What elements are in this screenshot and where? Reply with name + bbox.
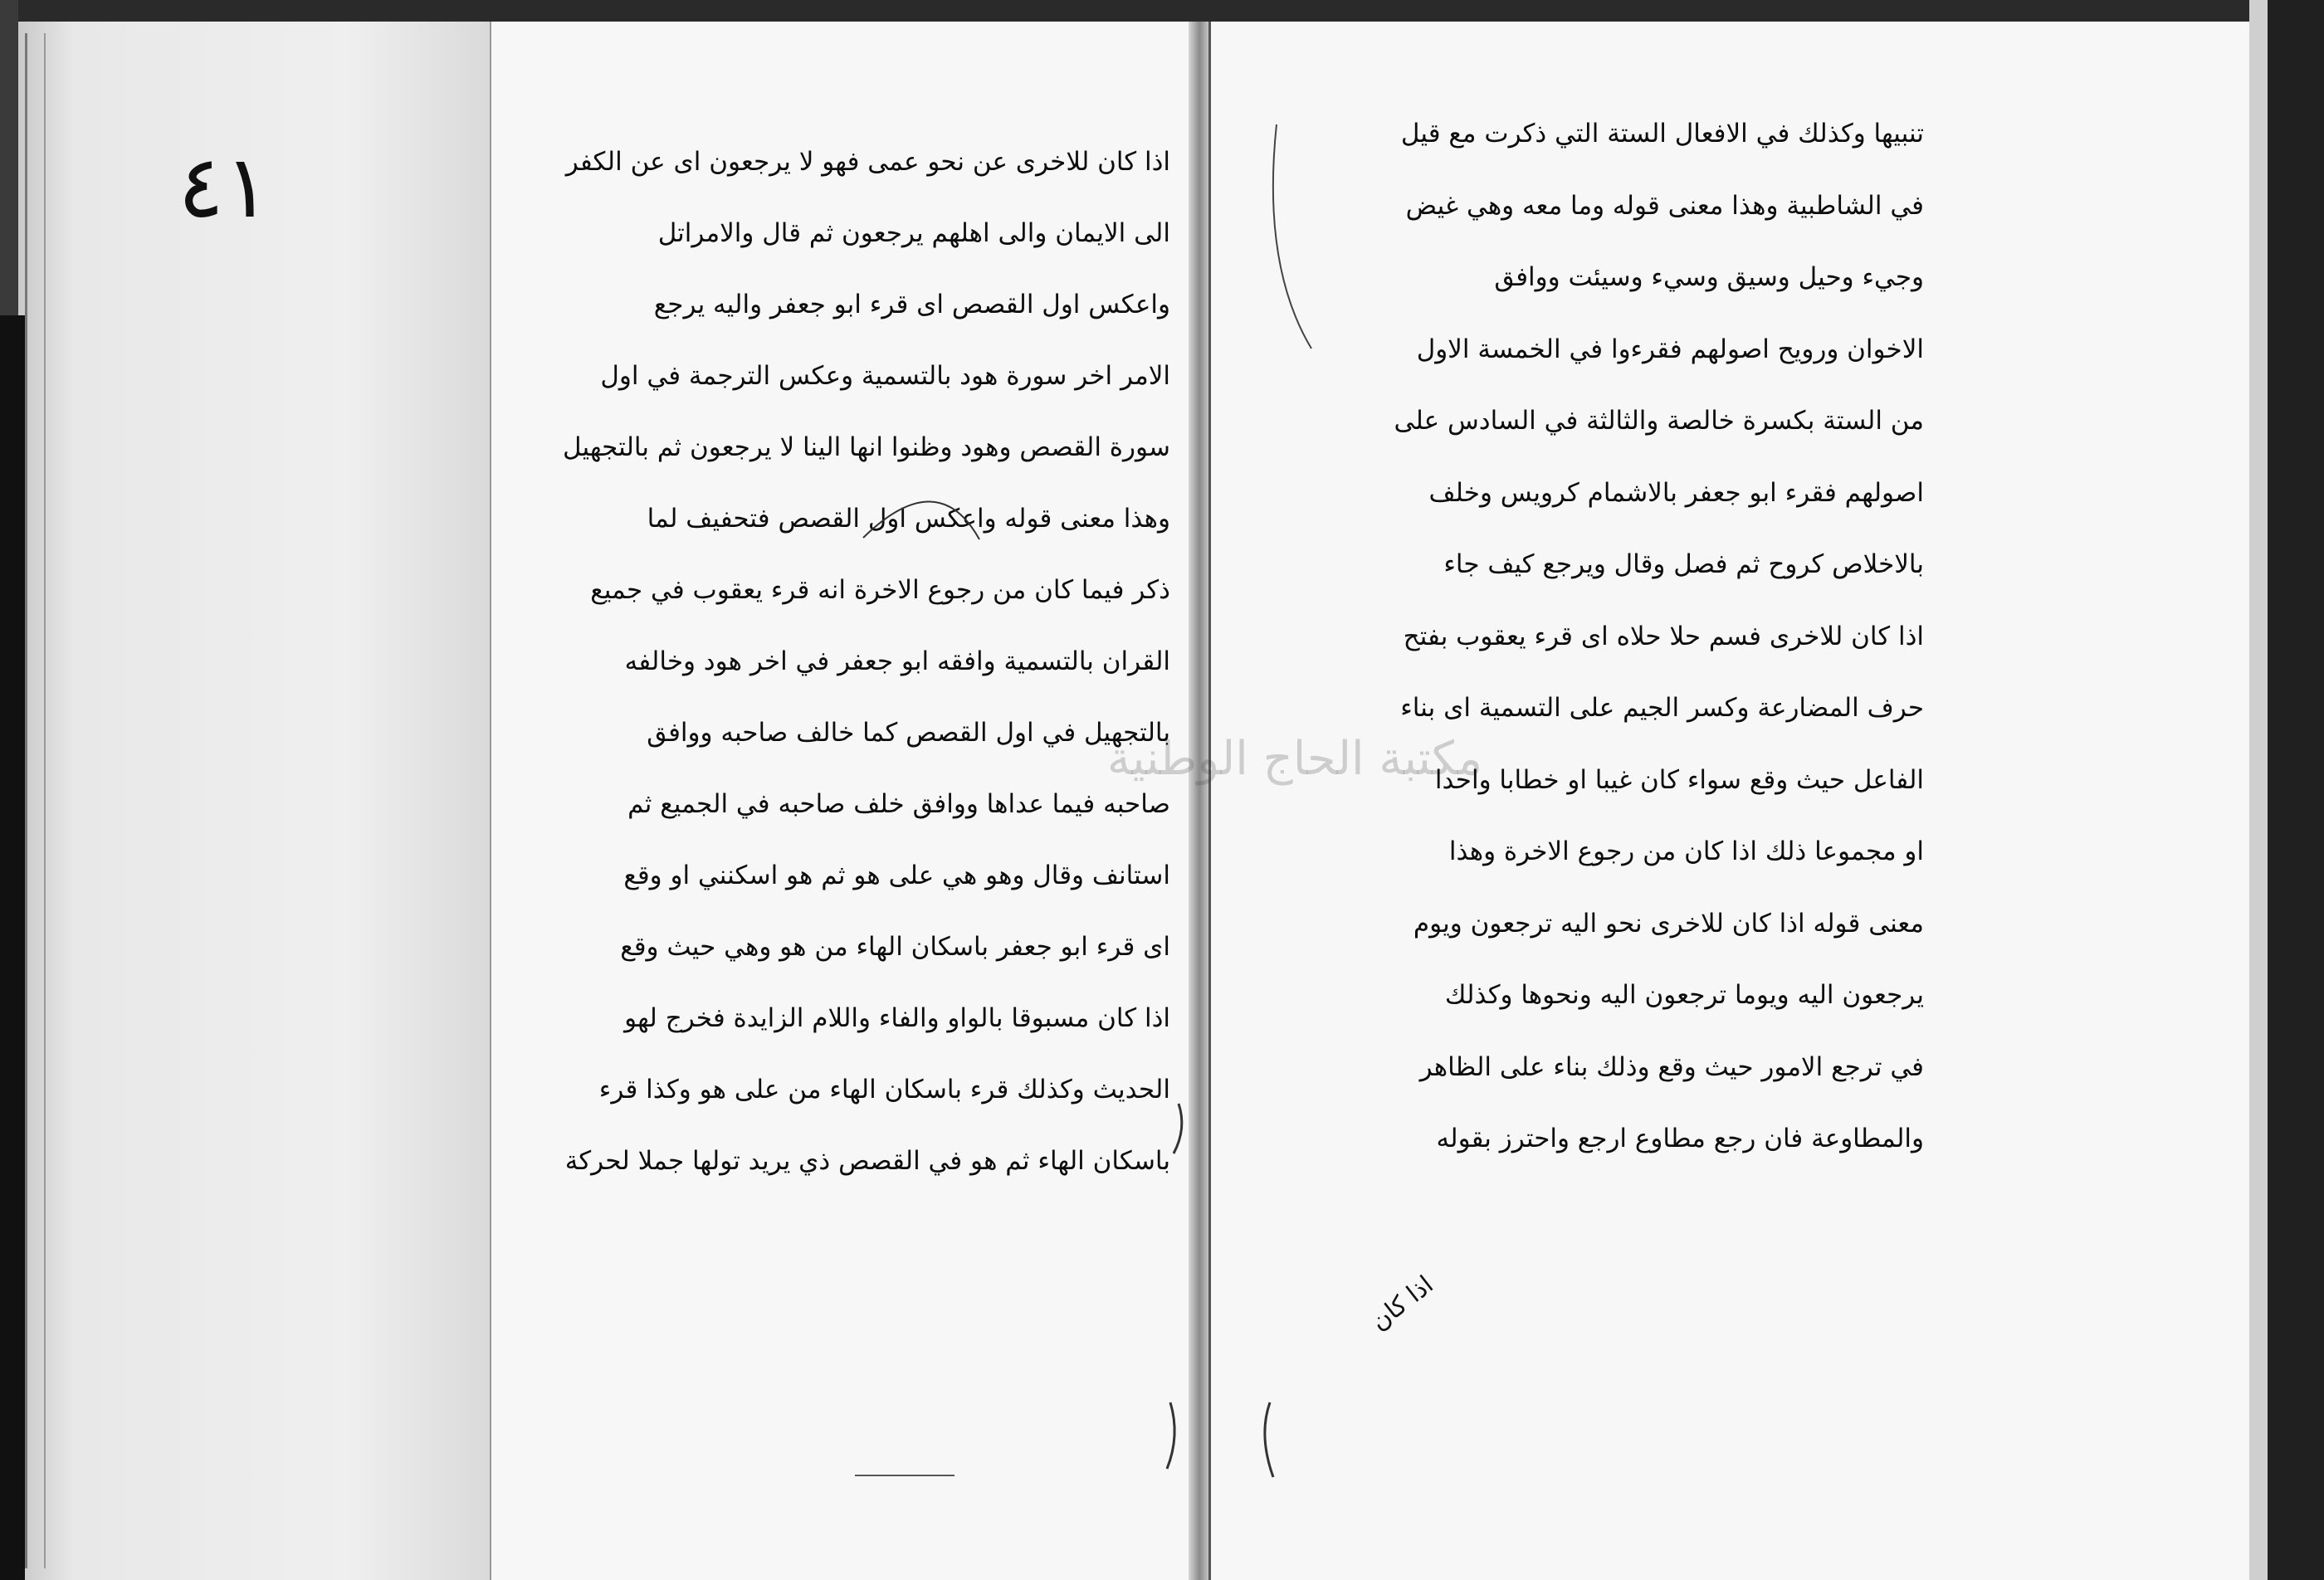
text-line: يرجعون اليه ويوما ترجعون اليه ونحوها وكذلك <box>1444 980 1924 1010</box>
text-line: او مجموعا ذلك اذا كان من رجوع الاخرة وهذا <box>1448 836 1924 866</box>
text-line: اذا كان للاخرى فسم حلا حلاه اى قرء يعقوب بفتح <box>1403 621 1924 651</box>
text-line: باسكان الهاء ثم هو في القصص ذي يريد تولها جملا لحركة <box>564 1146 1170 1176</box>
text-line: بالاخلاص كروح ثم فصل وقال ويرجع كيف جاء <box>1443 549 1924 579</box>
text-line: ذكر فيما كان من رجوع الاخرة انه قرء يعقوب في جميع <box>590 575 1170 605</box>
library-watermark: مكتبة الحاج الوطنية <box>1106 732 1483 786</box>
text-line: واعكس اول القصص اى قرء ابو جعفر واليه يرجع <box>653 290 1170 319</box>
text-line: الاخوان ورويح اصولهم فقرءوا في الخمسة الاول <box>1416 334 1924 364</box>
text-line: الحديث وكذلك قرء باسكان الهاء من على هو وكذا قرء <box>598 1075 1170 1105</box>
text-line: اى قرء ابو جعفر باسكان الهاء من هو وهي حيث وقع <box>620 932 1170 962</box>
text-line: وجيء وحيل وسيق وسيء وسيئت ووافق <box>1494 262 1924 292</box>
text-line: صاحبه فيما عداها ووافق خلف صاحبه في الجميع ثم <box>627 789 1170 819</box>
text-line: معنى قوله اذا كان للاخرى نحو اليه ترجعون ويوم <box>1413 908 1924 939</box>
text-line: بالتجهيل في اول القصص كما خالف صاحبه ووافق <box>647 718 1170 748</box>
text-line: اذا كان مسبوقا بالواو والفاء واللام الزايدة فخرج لهو <box>624 1003 1170 1033</box>
catchword: اذا كان <box>1365 1270 1439 1337</box>
text-line: اذا كان للاخرى عن نحو عمى فهو لا يرجعون اى عن الكفر <box>565 147 1170 177</box>
text-line: تنبيها وكذلك في الافعال الستة التي ذكرت مع قيل <box>1400 119 1924 149</box>
text-line: والمطاوعة فان رجع مطاوع ارجع واحترز بقوله <box>1436 1124 1924 1153</box>
text-line: الى الايمان والى اهلهم يرجعون ثم قال والامراتل <box>657 218 1170 248</box>
text-line: من الستة بكسرة خالصة والثالثة في السادس على <box>1394 406 1924 436</box>
text-line: استانف وقال وهو هي على هو ثم هو اسكنني او وقع <box>623 861 1170 890</box>
text-line: في الشاطبية وهذا معنى قوله وما معه وهي غيض <box>1405 190 1924 221</box>
text-line: حرف المضارعة وكسر الجيم على التسمية اى بناء <box>1400 693 1924 723</box>
folio-number: ٤١ <box>178 136 271 237</box>
text-line: القران بالتسمية وافقه ابو جعفر في اخر هود وخالفه <box>624 646 1170 676</box>
text-line: سورة القصص وهود وظنوا انها الينا لا يرجعون ثم بالتجهيل <box>562 432 1170 462</box>
text-line: الامر اخر سورة هود بالتسمية وعكس الترجمة في اول <box>600 361 1170 391</box>
text-line: وهذا معنى قوله واعكس اول القصص فتحفيف لما <box>647 504 1170 534</box>
text-line: الفاعل حيث وقع سواء كان غيبا او خطابا واحدا <box>1434 764 1924 795</box>
text-line: في ترجع الامور حيث وقع وذلك بناء على الظاهر <box>1419 1051 1924 1082</box>
text-line: اصولهم فقرء ابو جعفر بالاشمام كرويس وخلف <box>1428 477 1924 508</box>
